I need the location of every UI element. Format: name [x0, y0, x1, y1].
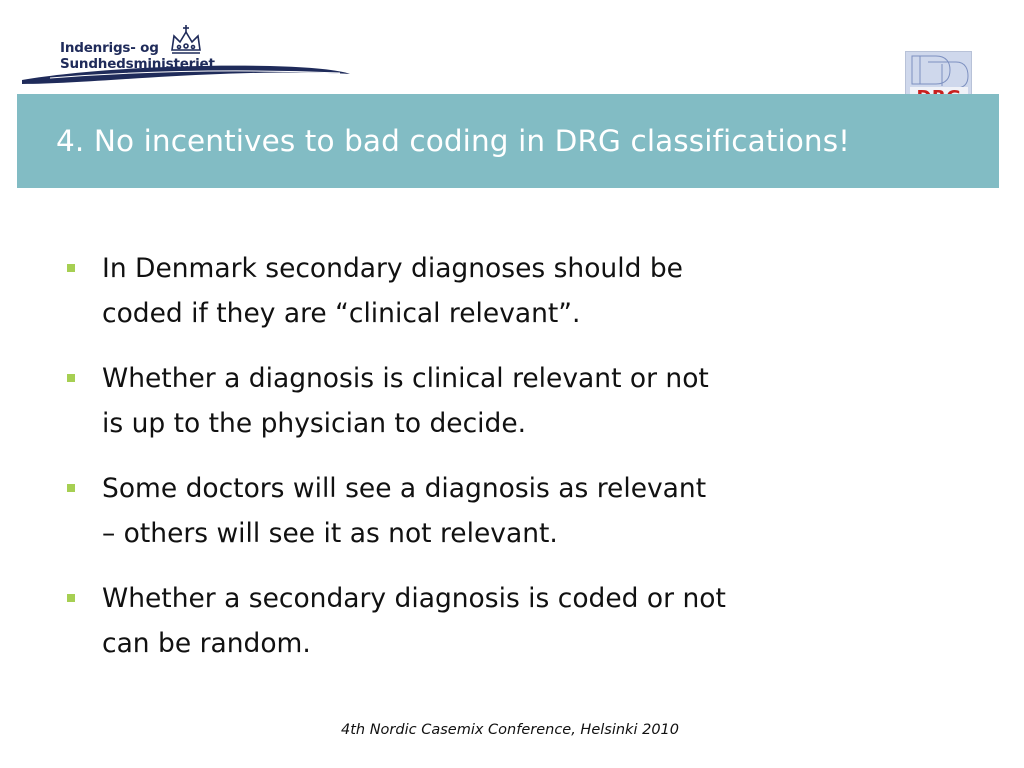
bullet-item — [64, 576, 964, 666]
bullet-item — [64, 466, 964, 556]
bullet-line: is up to the physician to decide. — [102, 408, 527, 439]
bullet-marker-icon — [67, 594, 75, 602]
bullet-line: Whether a secondary diagnosis is coded or not — [102, 583, 726, 614]
bullet-marker-icon — [67, 374, 75, 382]
ministry-name — [60, 40, 215, 72]
bullet-marker-icon — [67, 264, 75, 272]
bullet-item — [64, 356, 964, 446]
ministry-logo — [20, 22, 360, 92]
bullet-line: – others will see it as not relevant. — [102, 518, 558, 549]
ministry-name-line2: Sundhedsministeriet — [60, 56, 215, 72]
title-band — [17, 94, 999, 188]
bullet-item — [64, 246, 964, 336]
bullet-line: Whether a diagnosis is clinical relevant or not — [102, 363, 709, 394]
slide-title: 4. No incentives to bad coding in DRG classifications! — [56, 124, 851, 158]
bullet-line: coded if they are “clinical relevant”. — [102, 298, 581, 329]
footer-text: 4th Nordic Casemix Conference, Helsinki 2010 — [341, 722, 679, 738]
ministry-name-line1: Indenrigs- og — [60, 40, 159, 56]
bullet-line: can be random. — [102, 628, 311, 659]
bullet-list — [64, 246, 964, 686]
bullet-line: Some doctors will see a diagnosis as relevant — [102, 473, 707, 504]
bullet-line: In Denmark secondary diagnoses should be — [102, 253, 683, 284]
footer — [0, 722, 1024, 738]
bullet-marker-icon — [67, 484, 75, 492]
